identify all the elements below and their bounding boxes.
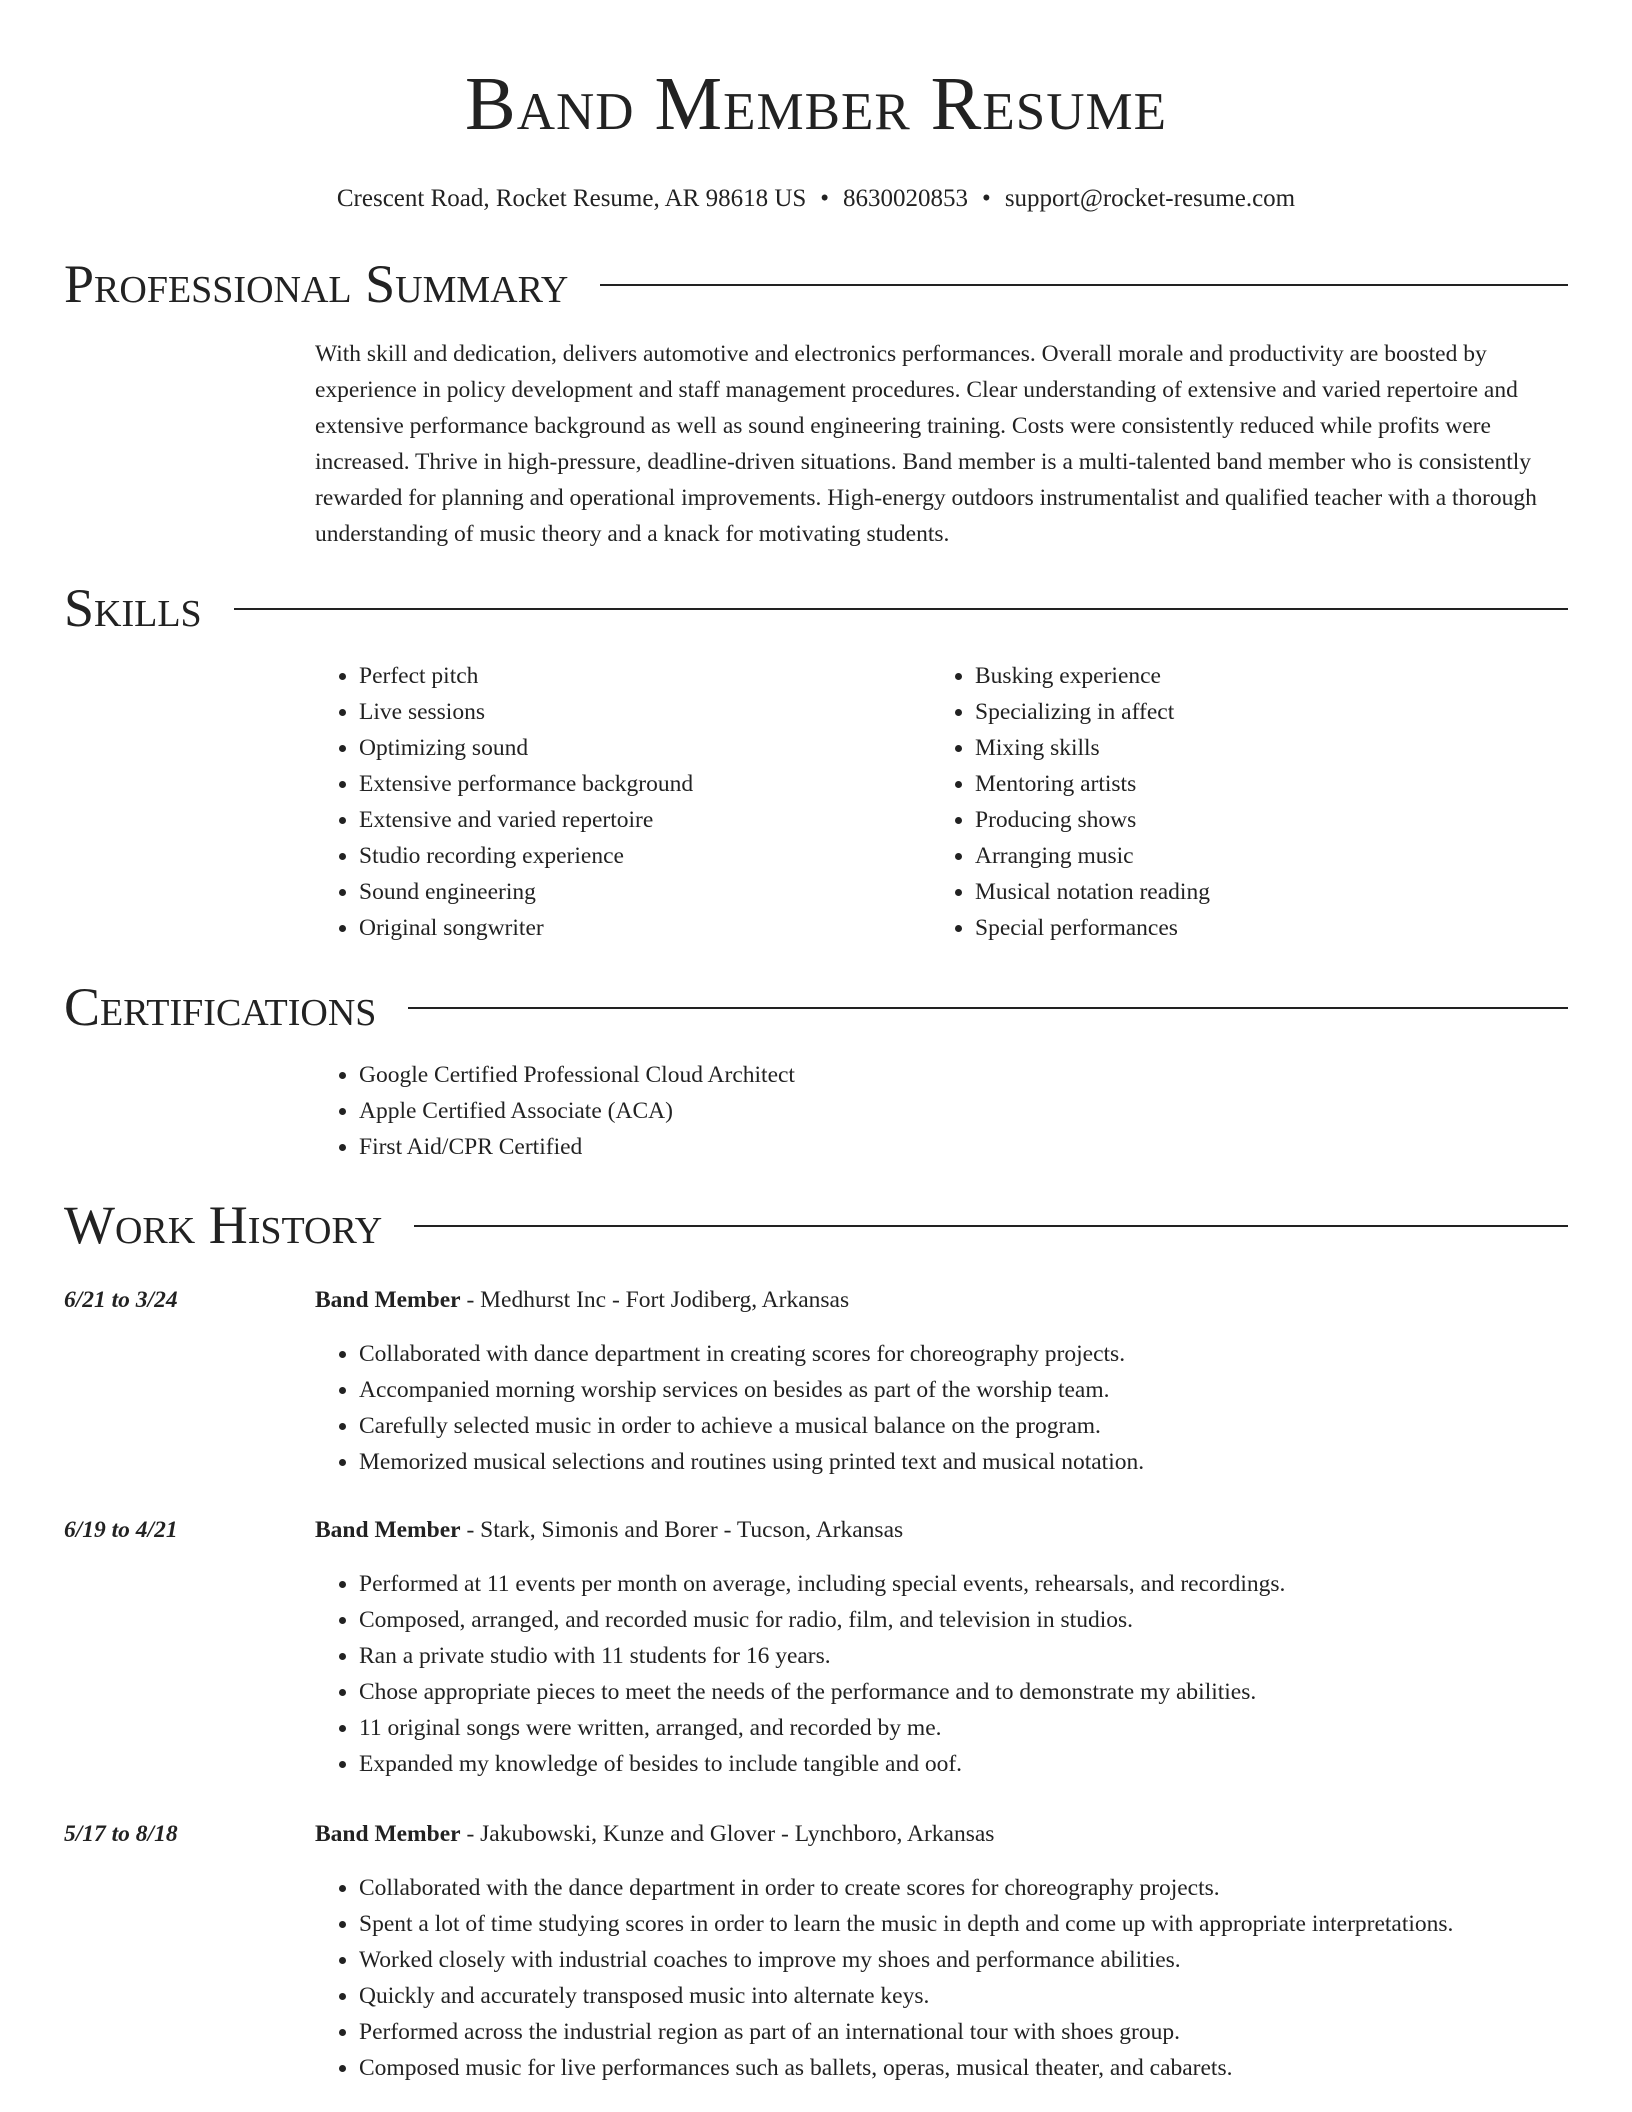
resume-header: [0, 58, 1632, 214]
job-dates: 6/21 to 3/24: [64, 1287, 178, 1313]
certification-item: • Google Certified Professional Cloud Architect: [359, 1057, 1570, 1093]
skills-left-list: [315, 658, 693, 946]
job-bullet: • Worked closely with industrial coaches to improve my shoes and performance abilities.: [359, 1942, 1575, 1978]
job-bullet-list: [315, 1336, 1575, 1480]
job-bullet: • Carefully selected music in order to achieve a musical balance on the program.: [359, 1408, 1575, 1444]
skill-item: • Busking experience: [975, 658, 1210, 694]
job-bullets: [315, 1336, 1575, 1480]
resume-name: Band Member Resume: [465, 62, 1167, 146]
skill-item: • Studio recording experience: [359, 838, 693, 874]
skills-column-right: [931, 658, 1210, 946]
job-bullet: • Performed at 11 events per month on average, including special events, rehearsals, and recordings.: [359, 1566, 1575, 1602]
job-employer-location: - Stark, Simonis and Borer - Tucson, Arkansas: [460, 1517, 904, 1543]
job-heading: [315, 1282, 849, 1318]
job-bullet-list: [315, 1870, 1575, 2086]
certifications-heading: Certifications: [64, 977, 377, 1037]
job-dates: 5/17 to 8/18: [64, 1821, 178, 1847]
job-employer-location: - Medhurst Inc - Fort Jodiberg, Arkansas: [460, 1287, 850, 1313]
job-bullet: • Spent a lot of time studying scores in order to learn the music in depth and come up with appropriate interpretations.: [359, 1906, 1575, 1942]
skill-item: • Arranging music: [975, 838, 1210, 874]
job-bullet: • Collaborated with dance department in creating scores for choreography projects.: [359, 1336, 1575, 1372]
certifications-section-header: [64, 975, 1568, 1039]
job-bullet: • Accompanied morning worship services on besides as part of the worship team.: [359, 1372, 1575, 1408]
skill-item: • Live sessions: [359, 694, 693, 730]
certification-item: • First Aid/CPR Certified: [359, 1129, 1570, 1165]
job-title: Band Member: [315, 1517, 461, 1543]
job-bullet: • 11 original songs were written, arranged, and recorded by me.: [359, 1710, 1575, 1746]
section-divider: [408, 1007, 1568, 1009]
contact-phone: 8630020853: [843, 185, 969, 212]
section-divider: [234, 608, 1568, 610]
section-divider: [600, 284, 1568, 286]
job-bullet: • Quickly and accurately transposed music into alternate keys.: [359, 1978, 1575, 2014]
skill-item: • Sound engineering: [359, 874, 693, 910]
job-bullets: [315, 1870, 1575, 2086]
job-bullet: • Chose appropriate pieces to meet the needs of the performance and to demonstrate my abilities.: [359, 1674, 1575, 1710]
contact-line: [0, 184, 1632, 214]
skills-column-left: [315, 658, 693, 946]
contact-separator: •: [982, 185, 991, 212]
skills-list: [315, 658, 1570, 948]
skill-item: • Extensive performance background: [359, 766, 693, 802]
summary-text: With skill and dedication, delivers automotive and electronics performances. Overall morale and productivity are boosted by experience in policy development and staff management procedures. Clear understanding of extensive and varied repertoire and extensive performance background as well as sound engineering training. Costs were consistently reduced while profits were increased. Thrive in high-pressure, deadline-driven situations. Band member is a multi-talented band member who is consistently rewarded for planning and operational improvements. High-energy outdoors instrumentalist and qualified teacher with a thorough understanding of music theory and a knack for motivating students.: [315, 341, 1537, 547]
job-dates: 6/19 to 4/21: [64, 1517, 178, 1543]
skill-item: • Mentoring artists: [975, 766, 1210, 802]
certifications-items: [315, 1057, 1570, 1165]
skill-item: • Specializing in affect: [975, 694, 1210, 730]
skills-heading: Skills: [64, 578, 202, 638]
skill-item: • Special performances: [975, 910, 1210, 946]
contact-email[interactable]: support@rocket-resume.com: [1004, 185, 1296, 212]
work-section-header: [64, 1193, 1568, 1257]
skill-item: • Optimizing sound: [359, 730, 693, 766]
skills-section-header: [64, 576, 1568, 640]
skill-item: • Mixing skills: [975, 730, 1210, 766]
skill-item: • Musical notation reading: [975, 874, 1210, 910]
skills-right-list: [931, 658, 1210, 946]
job-bullet: • Performed across the industrial region as part of an international tour with shoes group.: [359, 2014, 1575, 2050]
certifications-list: [315, 1057, 1570, 1165]
skill-item: • Original songwriter: [359, 910, 693, 946]
job-bullet: • Collaborated with the dance department in order to create scores for choreography projects.: [359, 1870, 1575, 1906]
job-bullet: • Memorized musical selections and routines using printed text and musical notation.: [359, 1444, 1575, 1480]
job-heading: [315, 1816, 994, 1852]
skill-item: • Producing shows: [975, 802, 1210, 838]
job-title: Band Member: [315, 1821, 461, 1847]
job-bullet: • Composed music for live performances such as ballets, operas, musical theater, and cabarets.: [359, 2050, 1575, 2086]
summary-heading: Professional Summary: [64, 254, 569, 314]
certification-item: • Apple Certified Associate (ACA): [359, 1093, 1570, 1129]
job-bullet: • Ran a private studio with 11 students for 16 years.: [359, 1638, 1575, 1674]
skill-item: • Extensive and varied repertoire: [359, 802, 693, 838]
contact-separator: •: [820, 185, 830, 212]
job-employer-location: - Jakubowski, Kunze and Glover - Lynchboro, Arkansas: [460, 1821, 995, 1847]
contact-address: Crescent Road, Rocket Resume, AR 98618 US: [336, 185, 807, 212]
job-heading: [315, 1512, 903, 1548]
job-bullet-list: [315, 1566, 1575, 1782]
section-divider: [414, 1225, 1568, 1227]
job-bullets: [315, 1566, 1575, 1782]
job-title: Band Member: [315, 1287, 461, 1313]
work-heading: Work History: [64, 1195, 383, 1255]
job-bullet: • Expanded my knowledge of besides to include tangible and oof.: [359, 1746, 1575, 1782]
job-bullet: • Composed, arranged, and recorded music for radio, film, and television in studios.: [359, 1602, 1575, 1638]
skill-item: • Perfect pitch: [359, 658, 693, 694]
summary-section-header: [64, 252, 1568, 316]
